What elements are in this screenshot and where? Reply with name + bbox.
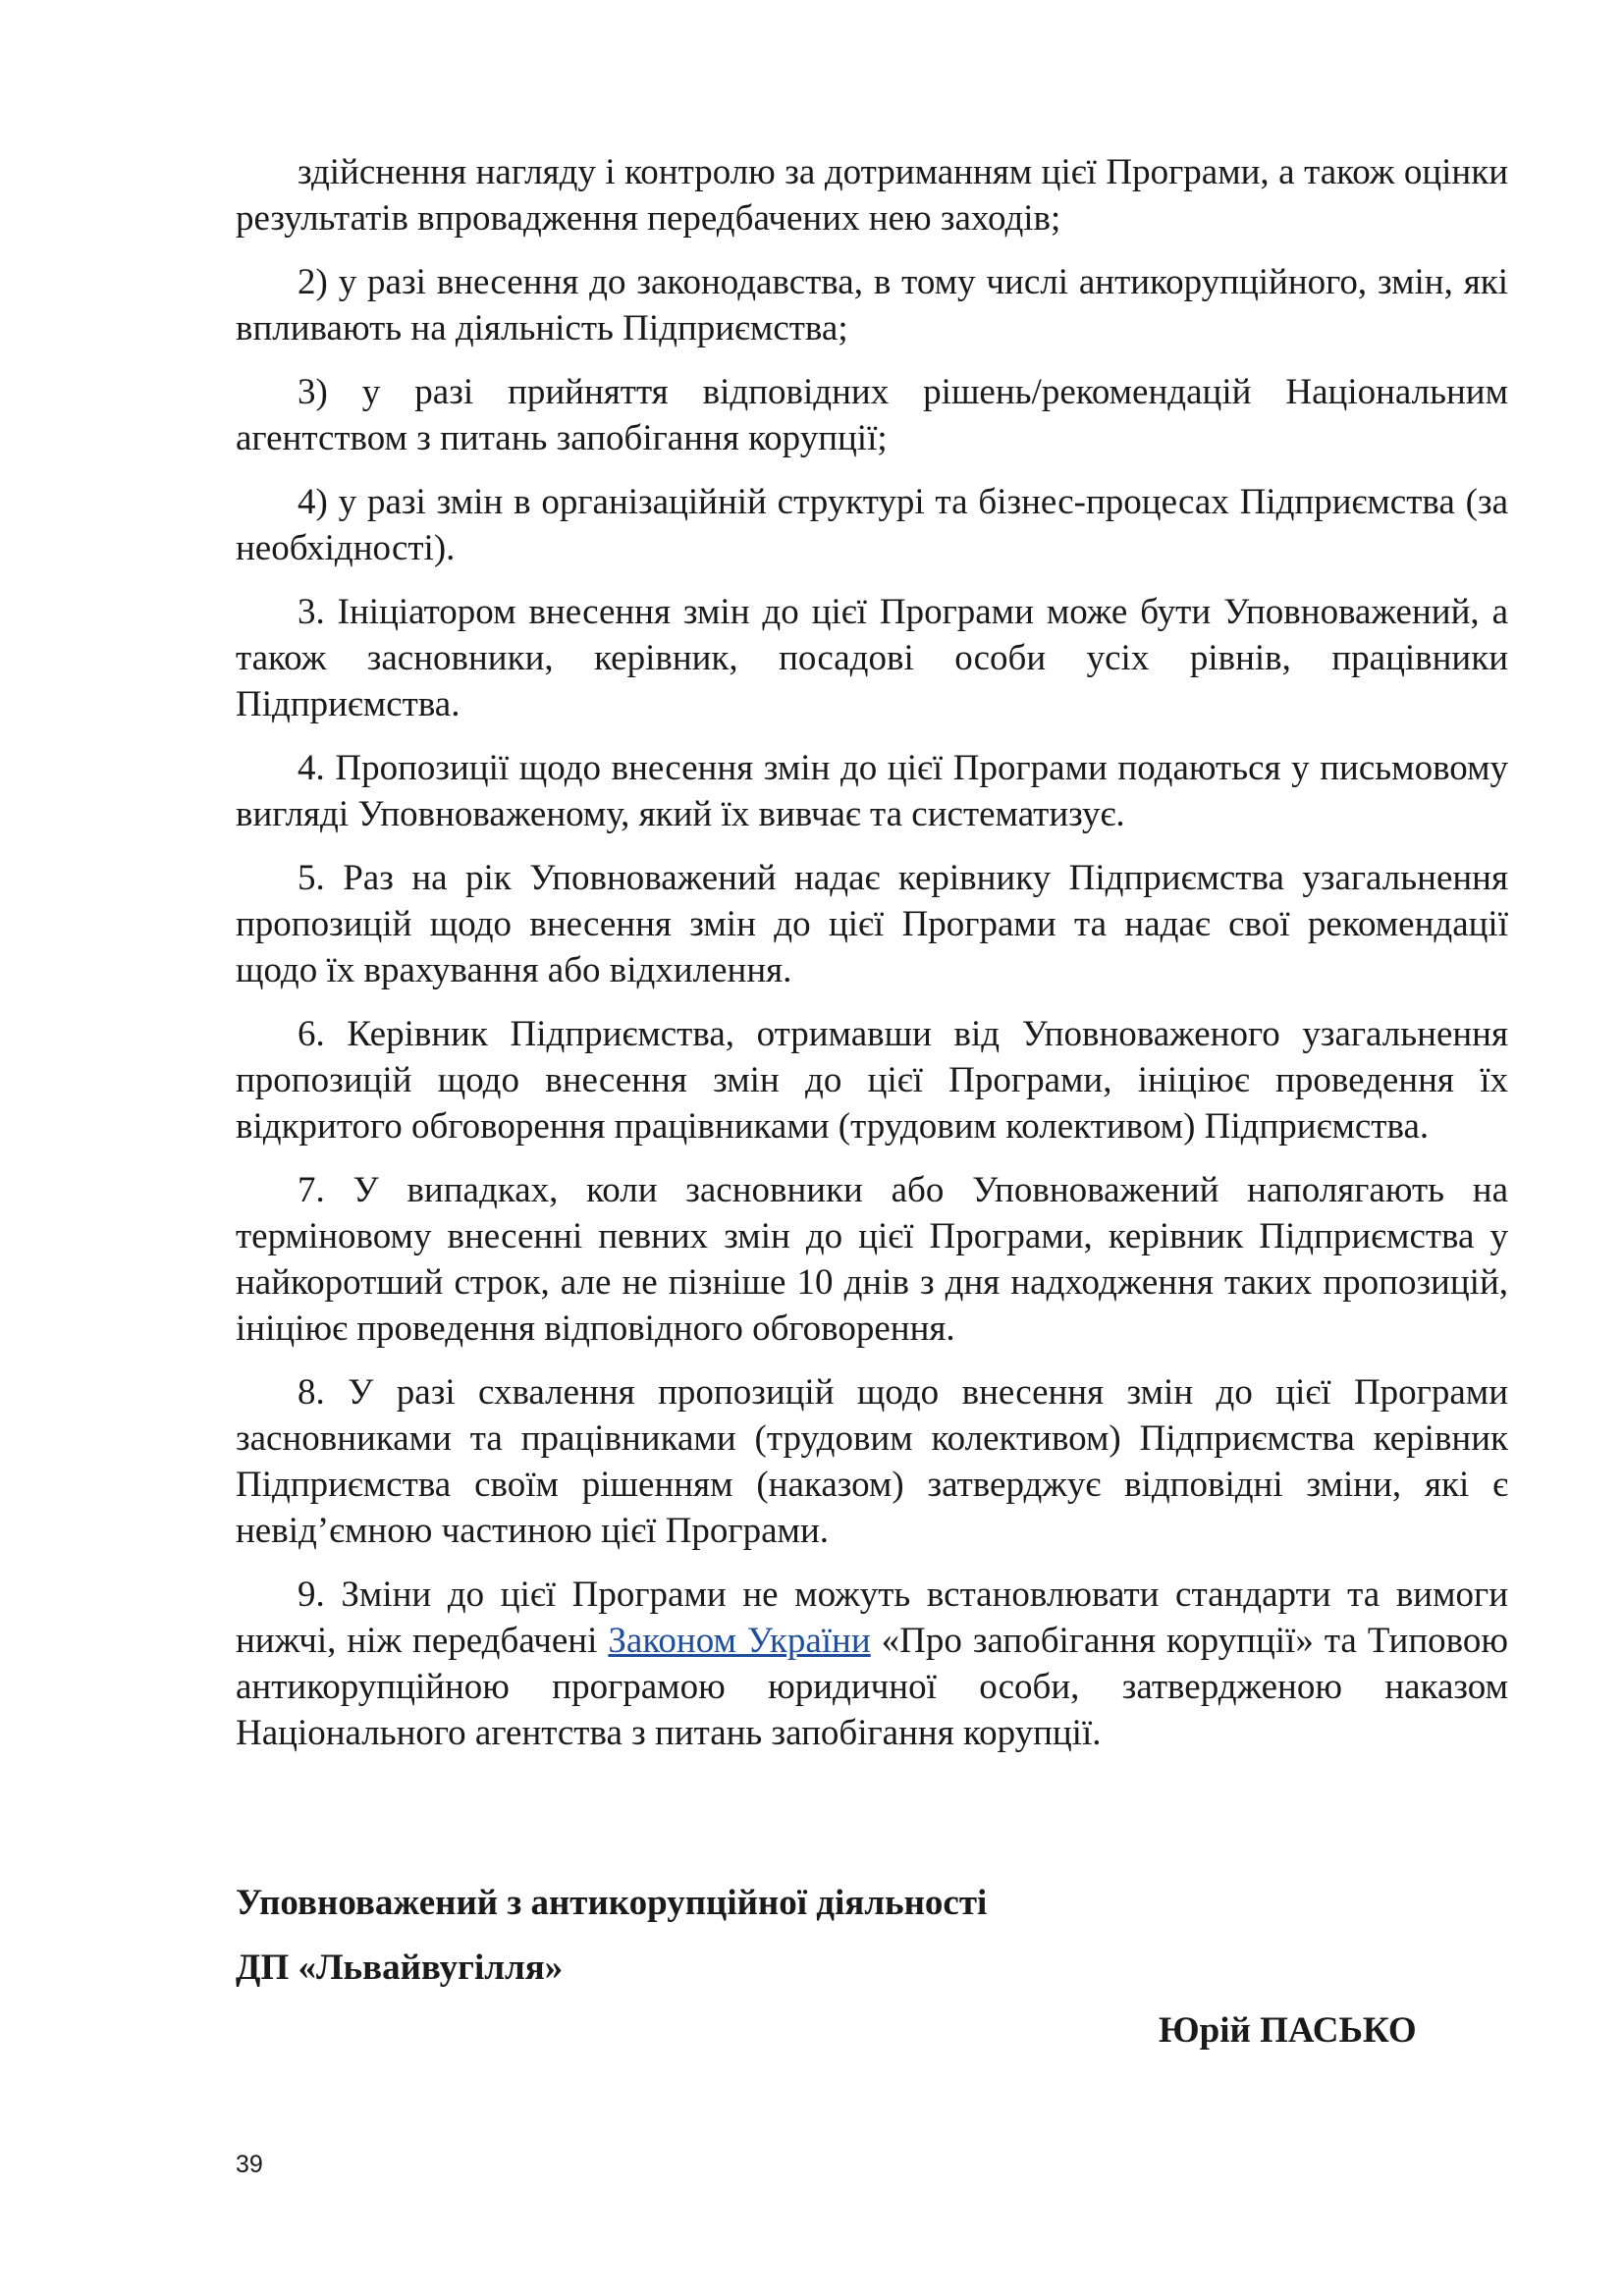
paragraph-section-3: 3. Ініціатором внесення змін до цієї Програми може бути Уповноважений, а також засновники, керівник, посадові особи усіх рівнів, працівники Підприємства. <box>236 592 1508 724</box>
paragraph-section-9-text-after: «Про запобігання корупції» та Типовою антикорупційною програмою юридичної особи, затвердженою наказом Національного агентства з питань запобігання корупції. <box>236 1621 1508 1753</box>
paragraph-section-9-text-before: 9. Зміни до цієї Програми не можуть встановлювати стандарти та вимоги нижчі, ніж передбачені <box>236 1575 1508 1661</box>
signatory-name: Юрій ПАСЬКО <box>1159 2010 1417 2051</box>
paragraph-item-4: 4) у разі змін в організаційній структурі та бізнес-процесах Підприємства (за необхідності). <box>236 482 1508 568</box>
signatory-position: Уповноважений з антикорупційної діяльності <box>236 1883 988 1923</box>
paragraph-section-5: 5. Раз на рік Уповноважений надає керівнику Підприємства узагальнення пропозицій щодо внесення змін до цієї Програми та надає свої рекомендації щодо їх врахування або відхилення. <box>236 858 1508 990</box>
paragraph-continuation: здійснення нагляду і контролю за дотриманням цієї Програми, а також оцінки результатів впровадження передбачених нею заходів; <box>236 152 1508 239</box>
paragraph-section-8: 8. У разі схвалення пропозицій щодо внесення змін до цієї Програми засновниками та працівниками (трудовим колективом) Підприємства керівник Підприємства своїм рішенням (наказом) затверджує відповідні зміни, які є невід’ємною частиною цієї Програми. <box>236 1372 1508 1551</box>
law-of-ukraine-link[interactable]: Законом України <box>608 1621 871 1661</box>
paragraph-section-4: 4. Пропозиції щодо внесення змін до цієї Програми подаються у письмовому вигляді Уповноваженому, який їх вивчає та систематизує. <box>236 748 1508 834</box>
paragraph-section-6: 6. Керівник Підприємства, отримавши від Уповноваженого узагальнення пропозицій щодо внесення змін до цієї Програми, ініціює проведення їх відкритого обговорення працівниками (трудовим колективом) Підприємства. <box>236 1014 1508 1147</box>
document-body <box>236 149 1508 1774</box>
paragraph-section-7: 7. У випадках, коли засновники або Уповноважений наполягають на терміновому внесенні певних змін до цієї Програми, керівник Підприємства у найкоротший строк, але не пізніше 10 днів з дня надходження таких пропозицій, ініціює проведення відповідного обговорення. <box>236 1170 1508 1349</box>
paragraph-item-3: 3) у разі прийняття відповідних рішень/рекомендацій Національним агентством з питань запобігання корупції; <box>236 372 1508 458</box>
signatory-organization: ДП «Львайвугілля» <box>236 1948 564 1988</box>
paragraph-item-2: 2) у разі внесення до законодавства, в тому числі антикорупційного, змін, які впливають на діяльність Підприємства; <box>236 262 1508 348</box>
paragraph-section-9 <box>236 1572 1508 1756</box>
page-number: 39 <box>236 2151 263 2178</box>
